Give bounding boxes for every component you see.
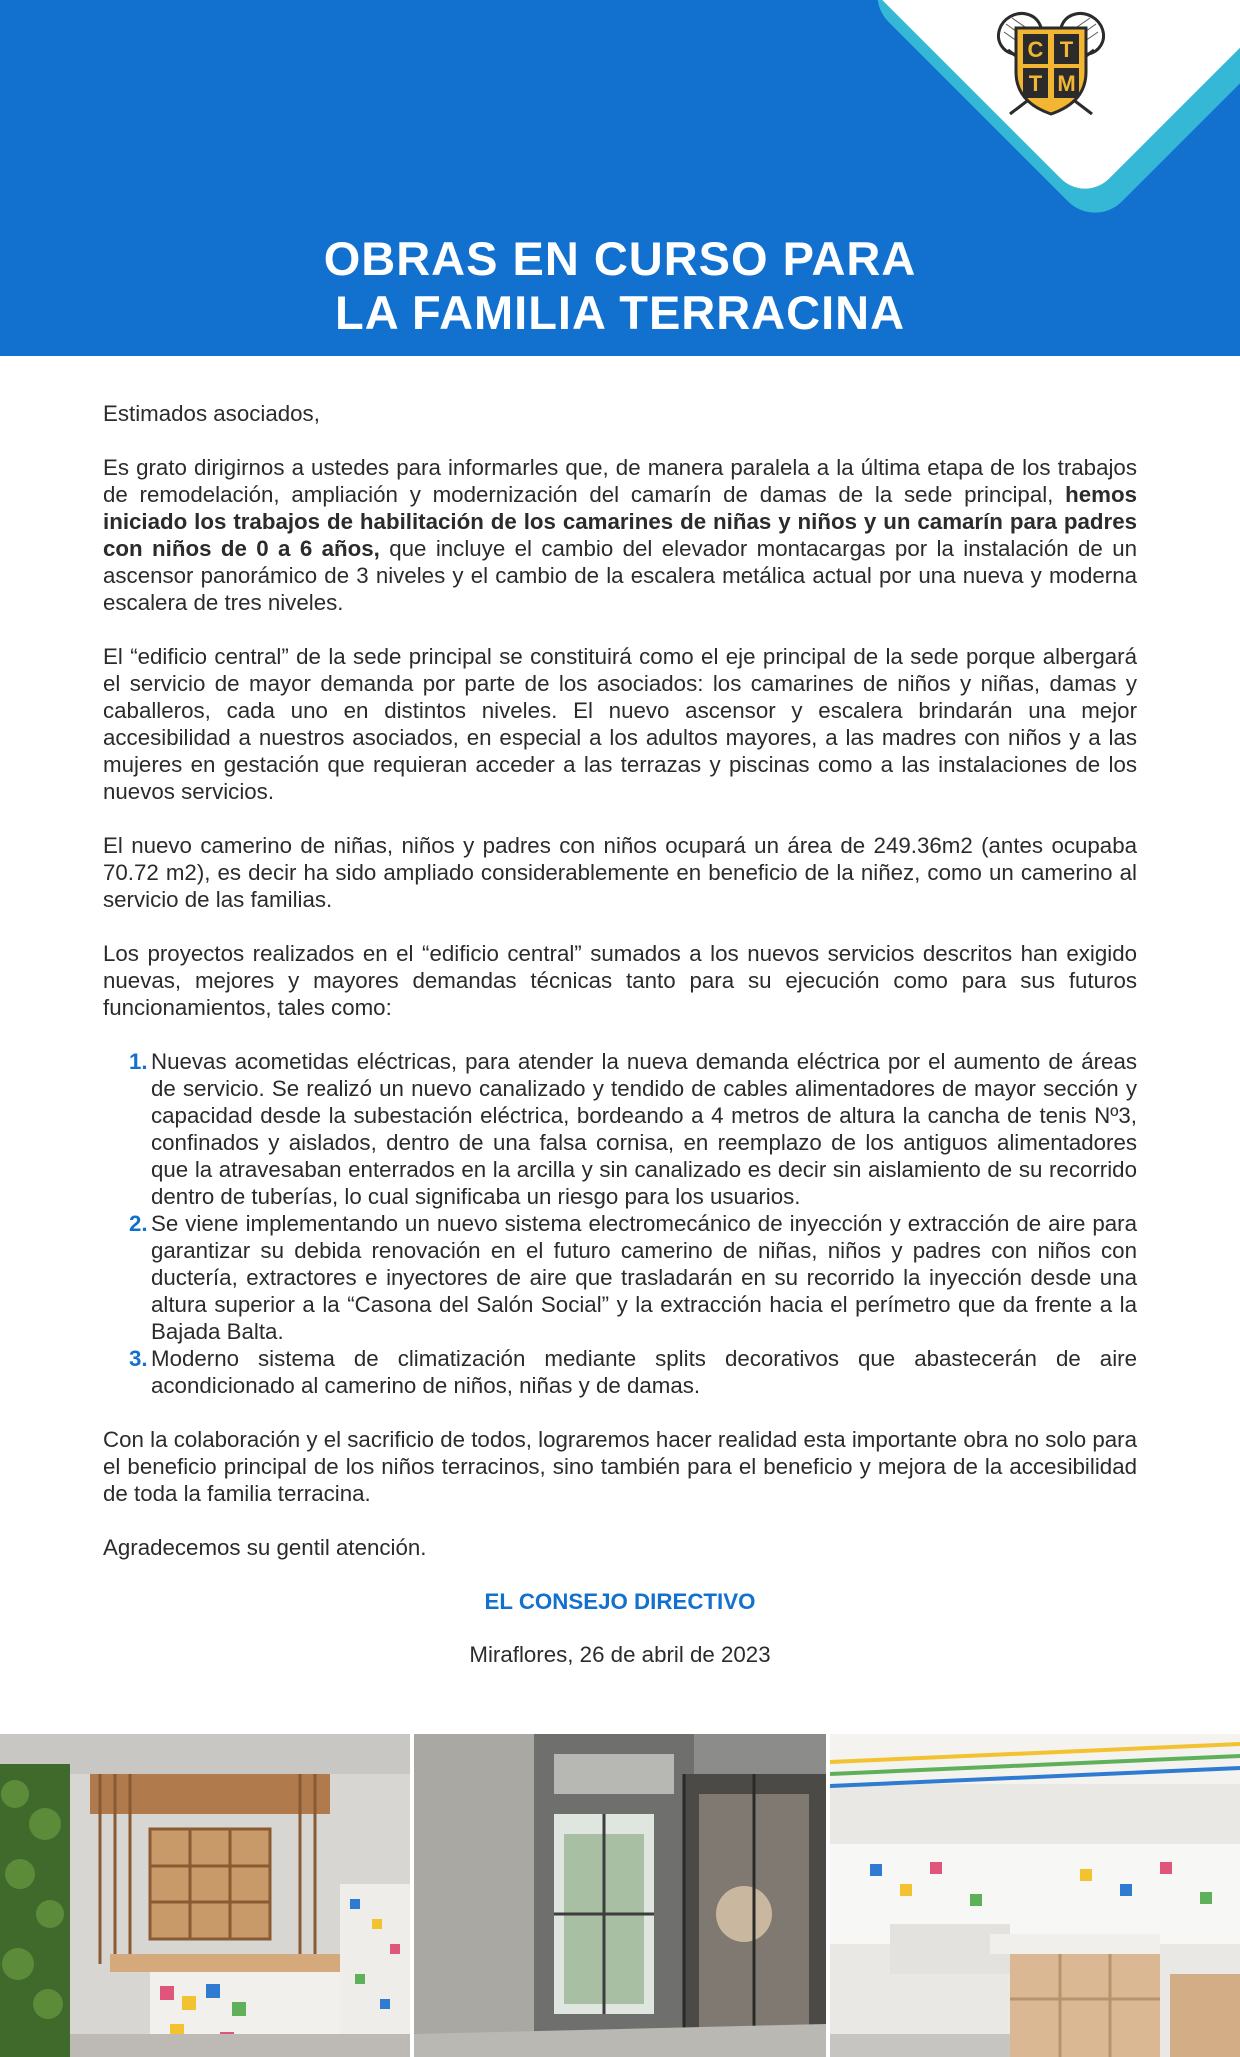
greeting: Estimados asociados, xyxy=(103,401,320,426)
signature: EL CONSEJO DIRECTIVO xyxy=(484,1589,756,1614)
list-item-text: Nuevas acometidas eléctricas, para atender la nueva demanda eléctrica por el aumento de áreas de servicio. Se realizó un nuevo canalizado y tendido de cables alimentadores de mayor sección y capacidad desde la subestación eléctrica, bordeando a 4 metros de altura la cancha de tenis Nº3, confinados y aislados, dentro de una falsa cornisa, en reemplazo de los antiguos alimentadores que la atravesaban enterrados en la arcilla y sin canalizado es decir sin aislamiento de su recorrido dentro de tuberías, lo cual significaba un riesgo para los usuarios. xyxy=(151,1049,1137,1209)
logo-letter-t1: T xyxy=(1059,37,1074,62)
list-item xyxy=(129,1048,1137,1210)
paragraph-4: Los proyectos realizados en el “edificio central” sumados a los nuevos servicios descritos han exigido nuevas, mejores y mayores demandas técnicas tanto para su ejecución como para sus futuros funcionamientos, tales como: xyxy=(103,941,1137,1020)
title-line-1: OBRAS EN CURSO PARA xyxy=(323,232,917,285)
club-crest-logo xyxy=(994,10,1108,120)
closing-line: Agradecemos su gentil atención. xyxy=(103,1535,427,1560)
render-photo-elevator xyxy=(414,1734,826,2057)
render-photo-reception xyxy=(0,1734,410,2057)
paragraph-3: El nuevo camerino de niñas, niños y padres con niños ocupará un área de 249.36m2 (antes ocupaba 70.72 m2), es decir ha sido ampliado considerablemente en beneficio de la niñez, como un camerino al servicio de las familias. xyxy=(103,833,1137,912)
render-photo-changing-room xyxy=(830,1734,1240,2057)
paragraph-1-highlight: hemos iniciado los trabajos de habilitación de los camarines de niñas y niños y un camarín para padres con niños de 0 a 6 años, xyxy=(103,482,1137,561)
list-item-number: 3. xyxy=(129,1346,148,1371)
paragraph-1-end: que incluye el cambio del elevador montacargas por la instalación de un ascensor panorámico de 3 niveles y el cambio de la escalera metálica actual por una nueva y moderna escalera de tres niveles. xyxy=(103,536,1137,615)
paragraph-1 xyxy=(103,454,1137,616)
header-banner xyxy=(0,0,1240,356)
list-item-text: Moderno sistema de climatización mediante splits decorativos que abastecerán de aire acondicionado al camerino de niños, niñas y de damas. xyxy=(151,1346,1137,1398)
title-line-2: LA FAMILIA TERRACINA xyxy=(334,286,906,339)
logo-letter-m: M xyxy=(1057,71,1076,96)
paragraph-2: El “edificio central” de la sede principal se constituirá como el eje principal de la sede porque albergará el servicio de mayor demanda por parte de los asociados: los camarines de niños y niñas, damas y caballeros, cada uno en distintos niveles. El nuevo ascensor y escalera brindarán una mejor accesibilidad a nuestros asociados, en especial a los adultos mayores, a las madres con niños y a las mujeres en gestación que requieran acceder a las terrazas y piscinas como a las instalaciones de los nuevos servicios. xyxy=(103,644,1137,804)
list-item xyxy=(129,1345,1137,1399)
list-item-number: 1. xyxy=(129,1049,148,1074)
works-list xyxy=(103,1048,1137,1399)
list-item-number: 2. xyxy=(129,1211,148,1236)
paragraph-5: Con la colaboración y el sacrificio de todos, lograremos hacer realidad esta importante obra no solo para el beneficio principal de los niños terracinos, sino también para el beneficio y mejora de la accesibilidad de toda la familia terracina. xyxy=(103,1427,1137,1506)
logo-letter-t2: T xyxy=(1028,71,1043,96)
paragraph-1-start: Es grato dirigirnos a ustedes para informarles que, de manera paralela a la última etapa de los trabajos de remodelación, ampliación y modernización del camarín de damas de la sede principal, xyxy=(103,455,1137,507)
list-item-text: Se viene implementando un nuevo sistema electromecánico de inyección y extracción de aire para garantizar su debida renovación en el futuro camerino de niñas, niños y padres con niños con ductería, extractores e inyectores de aire que trasladarán en su recorrido la inyección desde una altura superior a la “Casona del Salón Social” y la extracción hacia el perímetro que da frente a la Bajada Balta. xyxy=(151,1211,1137,1344)
page-title xyxy=(0,232,1240,340)
logo-letter-c: C xyxy=(1027,37,1044,62)
photo-strip xyxy=(0,1734,1240,2057)
list-item xyxy=(129,1210,1137,1345)
date-line: Miraflores, 26 de abril de 2023 xyxy=(469,1642,771,1667)
letter-body xyxy=(103,400,1137,1668)
